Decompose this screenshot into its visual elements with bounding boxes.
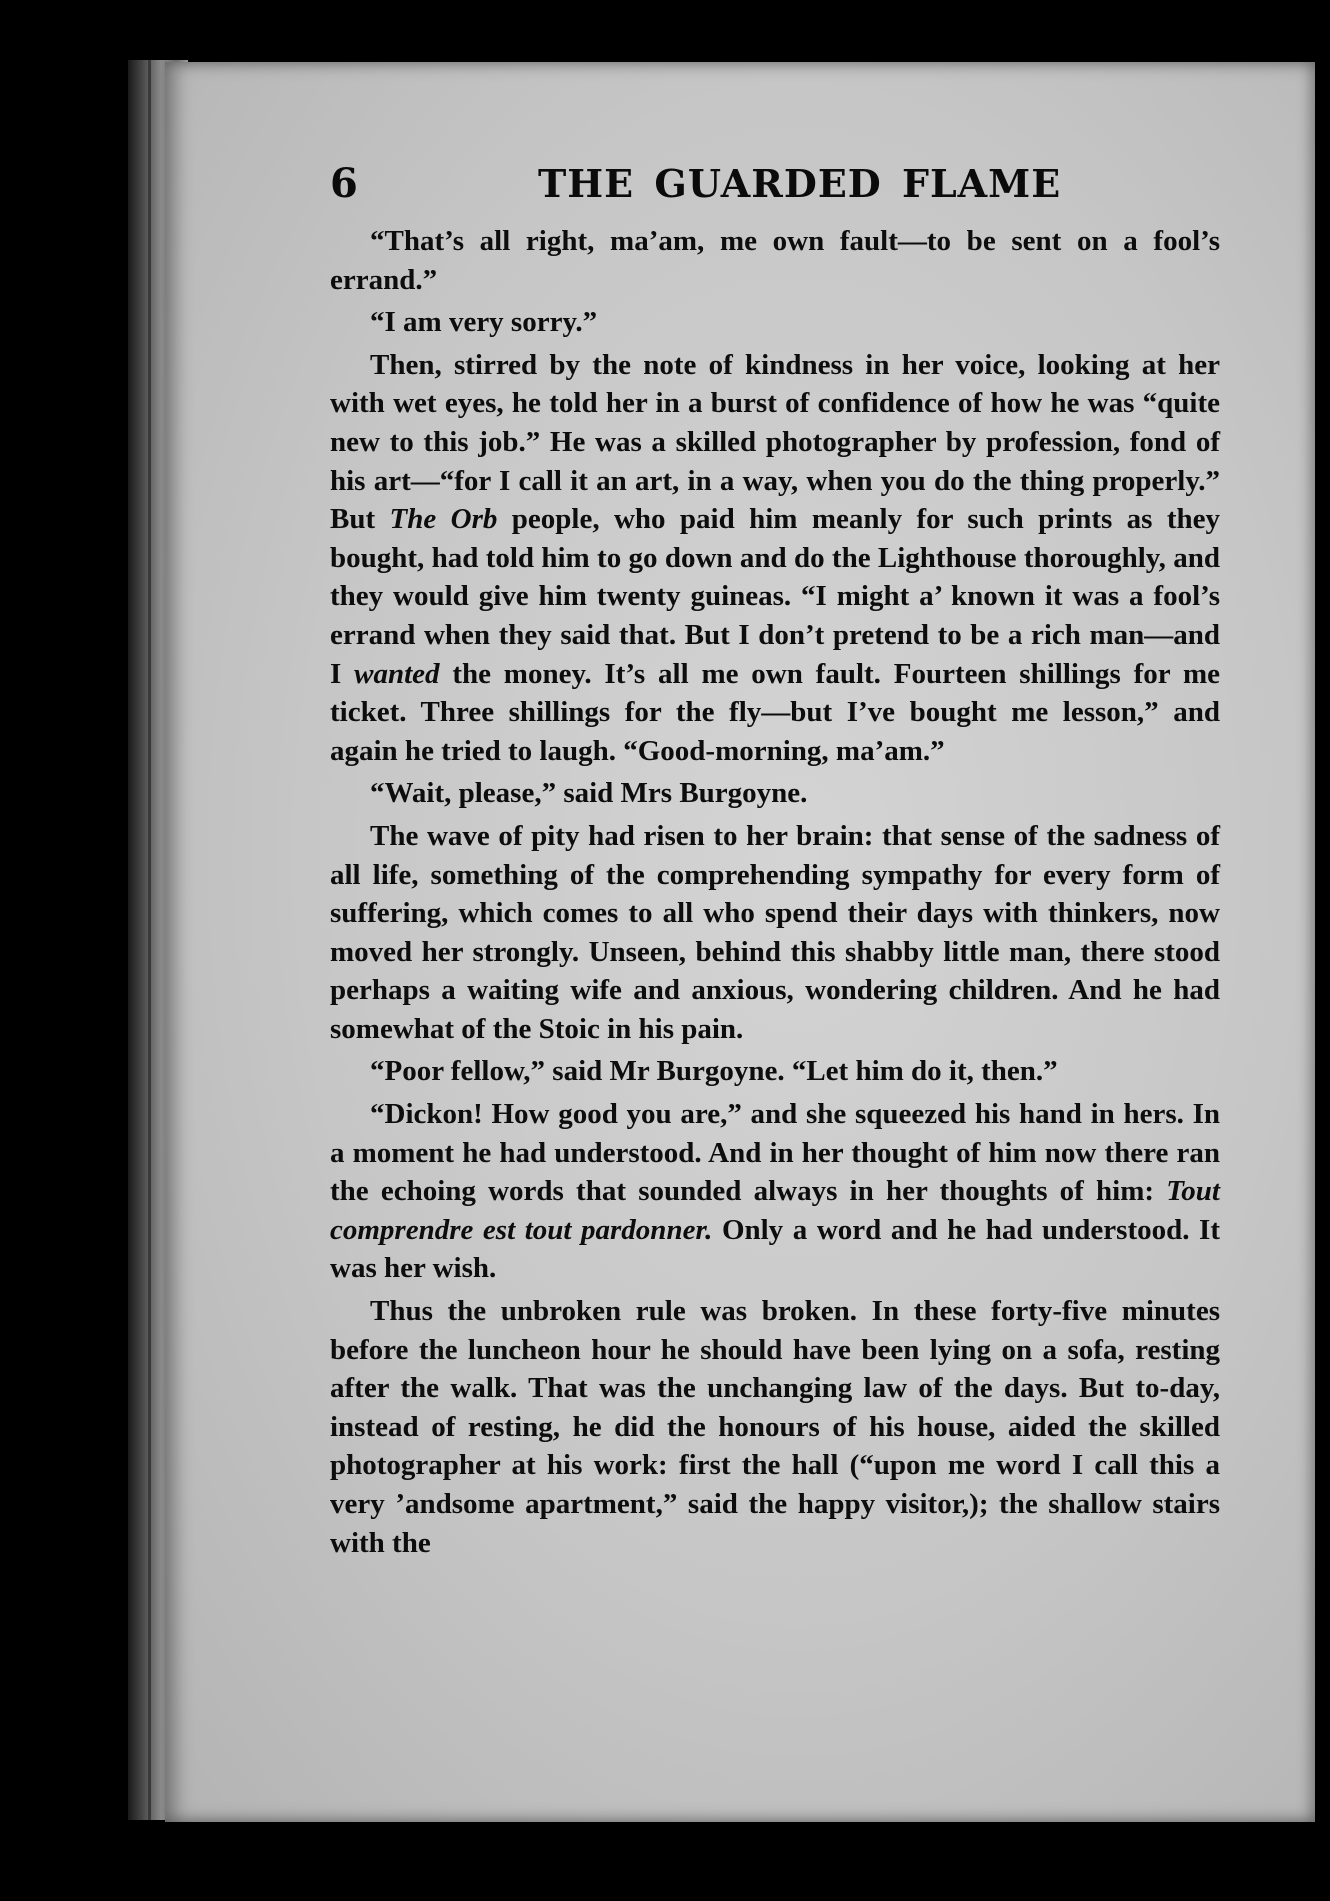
text-run: the money. It’s all me own fault. Fourteen shillings for me ticket. Three shillings for the fly—but I’ve bought me lesson,” and again he tried to laugh. “Good-morning, ma’am.”	[330, 657, 1220, 767]
page-edge-line	[148, 60, 151, 1820]
running-title: THE GUARDED FLAME	[538, 161, 1062, 206]
text-run: “Dickon! How good you are,” and she squeezed his hand in hers. In a moment he had understood. And in her thought of him now there ran the echoing words that sounded always in her thoughts of him:	[330, 1098, 1220, 1208]
text-run: Thus the unbroken rule was broken. In these forty-five minutes before the luncheon hour he should have been lying on a sofa, resting after the walk. That was the unchanging law of the days. But to-day, instead of resting, he did the honours of his house, aided the skilled photographer at his work: first the hall (“upon me word I call this a very ’andsome apartment,” said the happy visitor,); the shallow stairs with the	[330, 1295, 1220, 1559]
text-run: Then, stirred by the note of kindness in her voice, looking at her with wet eyes, he told her in a burst of confidence of how he was “quite new to this job.” He was a skilled photographer by profession, fond of his art—“for I call it an art, in a way, when you do the thing properly.” But	[330, 348, 1220, 536]
text-run: “I am very sorry.”	[370, 306, 598, 339]
body-text	[330, 222, 1220, 1562]
text-run: The wave of pity had risen to her brain: that sense of the sadness of all life, something of the comprehending sympathy for every form of suffering, which comes to all who spend their days with thinkers, now moved her strongly. Unseen, behind this shabby little man, there stood perhaps a waiting wife and anxious, wondering children. And he had somewhat of the Stoic in his pain.	[330, 819, 1220, 1045]
italic-run: wanted	[354, 657, 440, 690]
page-number: 6	[330, 160, 358, 207]
running-head	[330, 160, 1220, 216]
text-run: Only a word and he had understood. It was her wish.	[330, 1213, 1220, 1285]
paragraph	[330, 1292, 1220, 1562]
paragraph	[330, 346, 1220, 771]
paragraph	[330, 774, 1220, 813]
italic-run: The Orb	[389, 503, 498, 536]
paragraph	[330, 817, 1220, 1049]
paragraph	[330, 303, 1220, 342]
text-run: people, who paid him meanly for such prints as they bought, had told him to go down and do the Lighthouse thoroughly, and they would give him twenty guineas. “I might a’ known it was a fool’s errand when they said that. But I don’t pretend to be a rich man—and I	[330, 503, 1220, 690]
italic-run: Tout comprendre est tout pardonner.	[330, 1175, 1220, 1246]
paragraph	[330, 222, 1220, 299]
paragraph	[330, 1052, 1220, 1091]
text-run: “Poor fellow,” said Mr Burgoyne. “Let him do it, then.”	[370, 1055, 1058, 1088]
text-run: “Wait, please,” said Mrs Burgoyne.	[370, 777, 808, 810]
text-run: “That’s all right, ma’am, me own fault—to be sent on a fool’s errand.”	[330, 225, 1220, 296]
paragraph	[330, 1095, 1220, 1288]
